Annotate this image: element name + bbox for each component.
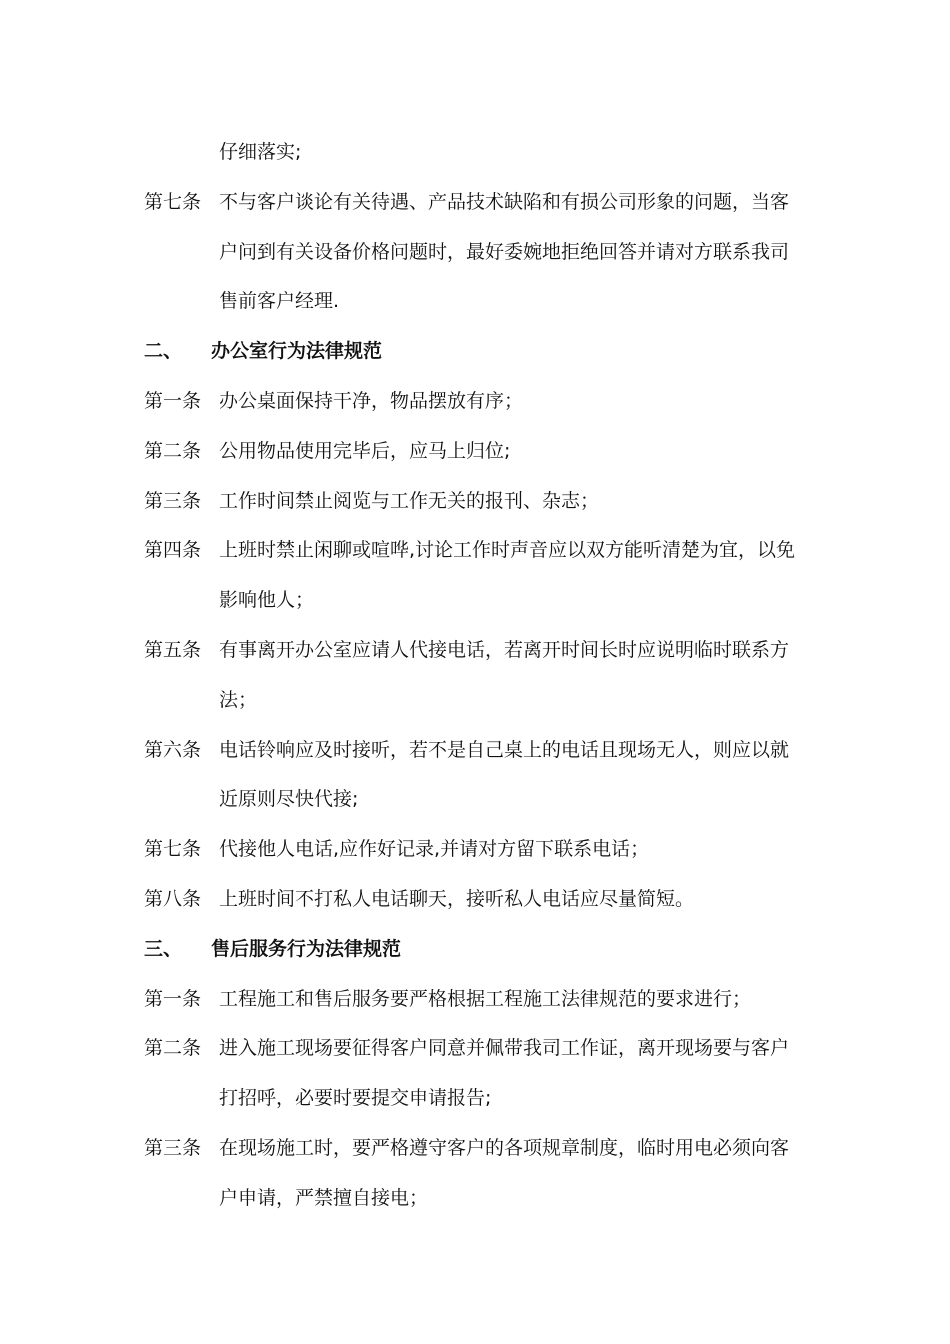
article-item — [0, 825, 950, 875]
section-number: 二、 — [144, 340, 183, 363]
article-text: 进入施工现场要征得客户同意并佩带我司工作证，离开现场要与客户 — [219, 1037, 790, 1060]
article-item — [0, 377, 950, 427]
paragraph-text: 售前客户经理. — [219, 290, 340, 313]
article-number: 第二条 — [144, 1037, 202, 1060]
article-number: 第四条 — [144, 539, 202, 562]
article-text: 工程施工和售后服务要严格根据工程施工法律规范的要求进行； — [219, 987, 752, 1010]
article-text: 工作时间禁止阅览与工作无关的报刊、杂志； — [219, 489, 600, 512]
article-number: 第二条 — [144, 439, 202, 462]
section-title: 办公室行为法律规范 — [211, 340, 383, 363]
article-number: 第五条 — [144, 638, 202, 661]
continuation-line — [0, 775, 950, 825]
article-number: 第一条 — [144, 389, 202, 412]
paragraph-text: 仔细落实; — [219, 141, 302, 163]
paragraph-text: 近原则尽快代接; — [219, 788, 359, 811]
article-text: 公用物品使用完毕后，应马上归位; — [219, 439, 511, 462]
continuation-line — [0, 277, 950, 327]
article-number: 第七条 — [144, 190, 202, 213]
article-text: 有事离开办公室应请人代接电话，若离开时间长时应说明临时联系方 — [219, 638, 790, 661]
continuation-line — [0, 676, 950, 726]
article-number: 第八条 — [144, 887, 202, 910]
article-text: 上班时间不打私人电话聊天，接听私人电话应尽量简短。 — [219, 887, 695, 910]
article-number: 第一条 — [144, 987, 202, 1010]
article-text: 电话铃响应及时接听，若不是自己桌上的电话且现场无人，则应以就 — [219, 738, 790, 761]
article-item — [0, 477, 950, 527]
article-item — [0, 427, 950, 477]
article-item — [0, 975, 950, 1025]
article-item — [0, 1024, 950, 1074]
paragraph-text: 法； — [219, 688, 258, 711]
continuation-line — [0, 576, 950, 626]
paragraph-text: 影响他人； — [219, 589, 315, 612]
article-text: 不与客户谈论有关待遇、产品技术缺陷和有损公司形象的问题，当客 — [219, 190, 790, 213]
article-number: 第六条 — [144, 738, 202, 761]
article-item — [0, 626, 950, 676]
continuation-line — [0, 1174, 950, 1224]
article-item — [0, 875, 950, 925]
paragraph-text: 户申请，严禁擅自接电； — [219, 1186, 429, 1209]
article-text: 上班时禁止闲聊或喧哗,讨论工作时声音应以双方能听清楚为宜，以免 — [219, 539, 796, 562]
article-item — [0, 1124, 950, 1174]
section-number: 三、 — [144, 937, 183, 960]
article-text: 在现场施工时，要严格遵守客户的各项规章制度，临时用电必须向客 — [219, 1136, 790, 1159]
article-text: 办公桌面保持干净，物品摆放有序； — [219, 389, 524, 412]
article-item — [0, 726, 950, 776]
continuation-line — [0, 1074, 950, 1124]
continuation-line — [0, 128, 950, 178]
article-item — [0, 178, 950, 228]
section-title: 售后服务行为法律规范 — [211, 937, 402, 960]
article-text: 代接他人电话,应作好记录,并请对方留下联系电话； — [219, 838, 650, 861]
article-number: 第三条 — [144, 489, 202, 512]
article-number: 第七条 — [144, 838, 202, 861]
section-heading — [0, 925, 950, 975]
article-number: 第三条 — [144, 1136, 202, 1159]
continuation-line — [0, 228, 950, 278]
paragraph-text: 户问到有关设备价格问题时，最好委婉地拒绝回答并请对方联系我司 — [219, 240, 790, 263]
article-item — [0, 526, 950, 576]
paragraph-text: 打招呼，必要时要提交申请报告; — [219, 1087, 492, 1110]
section-heading — [0, 327, 950, 377]
